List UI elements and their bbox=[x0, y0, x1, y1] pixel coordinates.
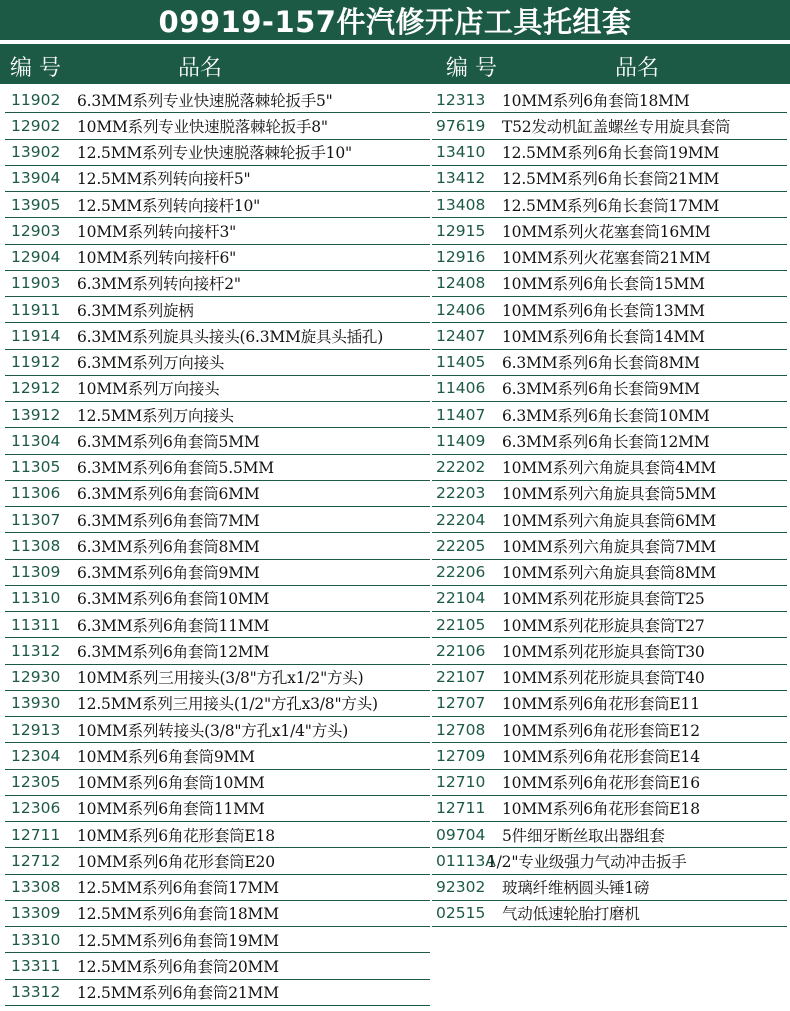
table-row bbox=[432, 297, 787, 323]
table-row bbox=[5, 691, 430, 717]
item-code: 12306 bbox=[11, 799, 61, 818]
item-code: 12916 bbox=[436, 248, 486, 267]
item-code: 13310 bbox=[11, 930, 61, 949]
item-code: 12304 bbox=[11, 746, 61, 765]
item-name: 10MM系列6角花形套筒E14 bbox=[502, 747, 700, 766]
item-code: 12903 bbox=[11, 221, 61, 240]
item-code: 11407 bbox=[436, 405, 486, 424]
table-row bbox=[432, 560, 787, 586]
table-row bbox=[432, 87, 787, 113]
header-name-left: 品名 bbox=[178, 56, 223, 81]
item-code: 13308 bbox=[11, 878, 61, 897]
table-row bbox=[5, 743, 430, 769]
item-name: 6.3MM系列6角套筒8MM bbox=[77, 537, 260, 556]
table-row bbox=[432, 796, 787, 822]
item-name: 10MM系列花形旋具套筒T30 bbox=[502, 642, 705, 661]
item-code: 22206 bbox=[436, 563, 486, 582]
item-code: 12305 bbox=[11, 773, 61, 792]
item-code: 11310 bbox=[11, 589, 61, 608]
item-name: 10MM系列6角花形套筒E11 bbox=[502, 695, 700, 714]
table-row bbox=[432, 402, 787, 428]
item-code: 22106 bbox=[436, 641, 486, 660]
item-name: 12.5MM系列6角长套筒19MM bbox=[502, 144, 720, 163]
item-name: 玻璃纤维柄圆头锤1磅 bbox=[502, 879, 650, 898]
table-row bbox=[432, 901, 787, 927]
item-name: 6.3MM系列旋柄 bbox=[77, 301, 194, 320]
item-name: 10MM系列六角旋具套筒5MM bbox=[502, 485, 717, 504]
item-name: 10MM系列6角套筒11MM bbox=[77, 800, 265, 819]
item-name: 10MM系列6角花形套筒E16 bbox=[502, 774, 700, 793]
table-row bbox=[432, 350, 787, 376]
table-row bbox=[5, 455, 430, 481]
item-code: 13912 bbox=[11, 405, 61, 424]
item-code: 22202 bbox=[436, 458, 486, 477]
item-name: 6.3MM系列6角套筒11MM bbox=[77, 616, 270, 635]
item-code: 11912 bbox=[11, 353, 61, 372]
item-code: 09704 bbox=[436, 825, 486, 844]
item-name: 12.5MM系列专业快速脱落棘轮扳手10" bbox=[77, 144, 352, 163]
item-name: 10MM系列转向接杆3" bbox=[77, 222, 237, 241]
table-row bbox=[5, 87, 430, 113]
item-code: 11406 bbox=[436, 379, 486, 398]
table-row bbox=[5, 533, 430, 559]
table-row bbox=[5, 638, 430, 664]
table-row bbox=[5, 770, 430, 796]
item-code: 13412 bbox=[436, 169, 486, 188]
item-code: 11903 bbox=[11, 274, 61, 293]
table-row bbox=[5, 822, 430, 848]
item-name: 10MM系列六角旋具套筒8MM bbox=[502, 564, 717, 583]
table-row bbox=[5, 350, 430, 376]
item-name: 6.3MM系列6角套筒6MM bbox=[77, 485, 260, 504]
item-code: 11305 bbox=[11, 458, 61, 477]
item-name: 12.5MM系列6角套筒20MM bbox=[77, 957, 279, 976]
item-code: 97619 bbox=[436, 116, 486, 135]
item-code: 92302 bbox=[436, 878, 486, 897]
item-code: 13312 bbox=[11, 983, 61, 1002]
item-code: 11405 bbox=[436, 353, 486, 372]
item-name: 6.3MM系列转向接杆2" bbox=[77, 275, 241, 294]
left-item-list bbox=[5, 87, 430, 1006]
item-code: 11902 bbox=[11, 90, 61, 109]
item-name: 10MM系列花形旋具套筒T40 bbox=[502, 669, 705, 688]
item-code: 22107 bbox=[436, 668, 486, 687]
table-row bbox=[432, 140, 787, 166]
item-name: 10MM系列6角长套筒13MM bbox=[502, 301, 705, 320]
table-row bbox=[5, 402, 430, 428]
table-row bbox=[432, 455, 787, 481]
table-row bbox=[432, 376, 787, 402]
header-code-left: 编 号 bbox=[10, 56, 61, 81]
item-code: 12904 bbox=[11, 248, 61, 267]
item-name: 10MM系列万向接头 bbox=[77, 380, 220, 399]
item-code: 11304 bbox=[11, 431, 61, 450]
table-row bbox=[5, 481, 430, 507]
table-row bbox=[5, 901, 430, 927]
table-row bbox=[5, 507, 430, 533]
item-name: 12.5MM系列转向接杆10" bbox=[77, 196, 261, 215]
item-name: 气动低速轮胎打磨机 bbox=[502, 905, 640, 924]
item-name: 10MM系列6角套筒10MM bbox=[77, 774, 265, 793]
item-name: 10MM系列火花塞套筒16MM bbox=[502, 222, 711, 241]
item-code: 12930 bbox=[11, 668, 61, 687]
item-code: 12710 bbox=[436, 773, 486, 792]
item-name: 12.5MM系列6角套筒18MM bbox=[77, 905, 279, 924]
table-row bbox=[5, 218, 430, 244]
item-name: T52发动机缸盖螺丝专用旋具套筒 bbox=[502, 117, 731, 136]
table-row bbox=[5, 927, 430, 953]
item-code: 13408 bbox=[436, 195, 486, 214]
item-name: 1/2"专业级强力气动冲击扳手 bbox=[487, 852, 687, 871]
table-row bbox=[5, 980, 430, 1006]
item-code: 13311 bbox=[11, 956, 61, 975]
item-name: 6.3MM系列6角套筒5MM bbox=[77, 432, 260, 451]
table-row bbox=[5, 848, 430, 874]
item-code: 12709 bbox=[436, 746, 486, 765]
item-code: 22104 bbox=[436, 589, 486, 608]
item-code: 11307 bbox=[11, 510, 61, 529]
table-row bbox=[432, 717, 787, 743]
table-row bbox=[432, 691, 787, 717]
item-code: 12913 bbox=[11, 720, 61, 739]
item-name: 10MM系列六角旋具套筒4MM bbox=[502, 459, 717, 478]
item-name: 6.3MM系列6角长套筒12MM bbox=[502, 432, 710, 451]
item-code: 13410 bbox=[436, 143, 486, 162]
table-row bbox=[5, 271, 430, 297]
item-code: 12711 bbox=[436, 799, 486, 818]
table-row bbox=[432, 507, 787, 533]
item-code: 01113A bbox=[436, 851, 496, 870]
right-item-list bbox=[432, 87, 787, 927]
table-row bbox=[5, 323, 430, 349]
item-name: 10MM系列六角旋具套筒6MM bbox=[502, 511, 717, 530]
table-row bbox=[432, 218, 787, 244]
item-name: 10MM系列花形旋具套筒T27 bbox=[502, 616, 705, 635]
table-row bbox=[432, 848, 787, 874]
item-code: 11409 bbox=[436, 431, 486, 450]
table-row bbox=[432, 271, 787, 297]
table-row bbox=[432, 875, 787, 901]
item-code: 13905 bbox=[11, 195, 61, 214]
item-name: 5件细牙断丝取出器组套 bbox=[502, 826, 665, 845]
item-code: 13309 bbox=[11, 904, 61, 923]
item-code: 13904 bbox=[11, 169, 61, 188]
item-code: 11914 bbox=[11, 326, 61, 345]
table-row bbox=[432, 323, 787, 349]
table-row bbox=[5, 586, 430, 612]
item-code: 22105 bbox=[436, 615, 486, 634]
table-row bbox=[432, 743, 787, 769]
table-row bbox=[432, 166, 787, 192]
item-code: 12902 bbox=[11, 116, 61, 135]
item-name: 6.3MM系列6角长套筒8MM bbox=[502, 354, 700, 373]
item-name: 6.3MM系列万向接头 bbox=[77, 354, 225, 373]
table-row bbox=[432, 638, 787, 664]
item-name: 12.5MM系列6角套筒19MM bbox=[77, 931, 279, 950]
item-code: 12708 bbox=[436, 720, 486, 739]
item-name: 6.3MM系列6角套筒9MM bbox=[77, 564, 260, 583]
table-row bbox=[5, 560, 430, 586]
item-name: 12.5MM系列转向接杆5" bbox=[77, 170, 251, 189]
table-row bbox=[432, 822, 787, 848]
table-row bbox=[432, 612, 787, 638]
item-code: 12313 bbox=[436, 90, 486, 109]
item-code: 22203 bbox=[436, 484, 486, 503]
item-code: 11911 bbox=[11, 300, 61, 319]
item-code: 12408 bbox=[436, 274, 486, 293]
item-name: 6.3MM系列旋具头接头(6.3MM旋具头插孔) bbox=[77, 327, 384, 346]
table-row bbox=[432, 428, 787, 454]
item-code: 22205 bbox=[436, 536, 486, 555]
item-name: 10MM系列6角长套筒14MM bbox=[502, 327, 705, 346]
item-name: 12.5MM系列三用接头(1/2"方孔x3/8"方头) bbox=[77, 695, 378, 714]
item-name: 10MM系列6角花形套筒E20 bbox=[77, 852, 275, 871]
item-code: 12407 bbox=[436, 326, 486, 345]
item-name: 10MM系列专业快速脱落棘轮扳手8" bbox=[77, 117, 328, 136]
item-name: 6.3MM系列6角套筒5.5MM bbox=[77, 459, 274, 478]
table-row bbox=[5, 953, 430, 979]
item-name: 10MM系列6角套筒9MM bbox=[77, 747, 255, 766]
table-row bbox=[5, 245, 430, 271]
item-name: 10MM系列6角长套筒15MM bbox=[502, 275, 705, 294]
item-name: 10MM系列6角花形套筒E18 bbox=[502, 800, 700, 819]
item-name: 6.3MM系列6角套筒10MM bbox=[77, 590, 270, 609]
item-code: 12406 bbox=[436, 300, 486, 319]
item-code: 22204 bbox=[436, 510, 486, 529]
item-code: 12912 bbox=[11, 379, 61, 398]
table-row bbox=[5, 665, 430, 691]
table-row bbox=[5, 875, 430, 901]
table-row bbox=[5, 428, 430, 454]
item-name: 6.3MM系列6角长套筒9MM bbox=[502, 380, 700, 399]
item-name: 10MM系列6角花形套筒E12 bbox=[502, 721, 700, 740]
table-row bbox=[5, 297, 430, 323]
item-code: 11309 bbox=[11, 563, 61, 582]
table-row bbox=[5, 166, 430, 192]
item-name: 10MM系列转向接杆6" bbox=[77, 249, 237, 268]
header-name-right: 品名 bbox=[615, 56, 660, 81]
item-name: 12.5MM系列6角长套筒17MM bbox=[502, 196, 720, 215]
item-code: 13902 bbox=[11, 143, 61, 162]
table-row bbox=[5, 612, 430, 638]
table-header bbox=[0, 44, 790, 84]
item-code: 11306 bbox=[11, 484, 61, 503]
item-name: 10MM系列花形旋具套筒T25 bbox=[502, 590, 705, 609]
item-name: 12.5MM系列6角长套筒21MM bbox=[502, 170, 720, 189]
item-name: 10MM系列6角花形套筒E18 bbox=[77, 826, 275, 845]
item-code: 12711 bbox=[11, 825, 61, 844]
item-name: 6.3MM系列6角长套筒10MM bbox=[502, 406, 710, 425]
item-code: 11311 bbox=[11, 615, 61, 634]
item-name: 10MM系列三用接头(3/8"方孔x1/2"方头) bbox=[77, 669, 364, 688]
table-row bbox=[432, 481, 787, 507]
item-code: 12915 bbox=[436, 221, 486, 240]
table-row bbox=[432, 113, 787, 139]
table-row bbox=[432, 192, 787, 218]
table-row bbox=[432, 770, 787, 796]
table-row bbox=[432, 586, 787, 612]
table-row bbox=[5, 376, 430, 402]
item-name: 12.5MM系列万向接头 bbox=[77, 406, 234, 425]
item-name: 12.5MM系列6角套筒17MM bbox=[77, 879, 279, 898]
item-name: 12.5MM系列6角套筒21MM bbox=[77, 984, 279, 1003]
item-code: 11312 bbox=[11, 641, 61, 660]
table-row bbox=[5, 796, 430, 822]
item-code: 02515 bbox=[436, 904, 486, 923]
table-row bbox=[432, 245, 787, 271]
table-row bbox=[5, 113, 430, 139]
item-name: 10MM系列6角套筒18MM bbox=[502, 91, 690, 110]
item-code: 12712 bbox=[11, 851, 61, 870]
table-row bbox=[5, 140, 430, 166]
item-code: 13930 bbox=[11, 694, 61, 713]
item-code: 12707 bbox=[436, 694, 486, 713]
item-name: 10MM系列六角旋具套筒7MM bbox=[502, 537, 717, 556]
table-row bbox=[5, 717, 430, 743]
item-name: 10MM系列火花塞套筒21MM bbox=[502, 249, 711, 268]
table-row bbox=[5, 192, 430, 218]
item-name: 6.3MM系列6角套筒7MM bbox=[77, 511, 260, 530]
item-name: 10MM系列转接头(3/8"方孔x1/4"方头) bbox=[77, 721, 349, 740]
item-code: 11308 bbox=[11, 536, 61, 555]
item-name: 6.3MM系列6角套筒12MM bbox=[77, 642, 270, 661]
header-code-right: 编 号 bbox=[446, 56, 497, 81]
page-title: 09919-157件汽修开店工具托组套 bbox=[0, 0, 790, 40]
table-row bbox=[432, 665, 787, 691]
item-name: 6.3MM系列专业快速脱落棘轮扳手5" bbox=[77, 91, 333, 110]
table-row bbox=[432, 533, 787, 559]
